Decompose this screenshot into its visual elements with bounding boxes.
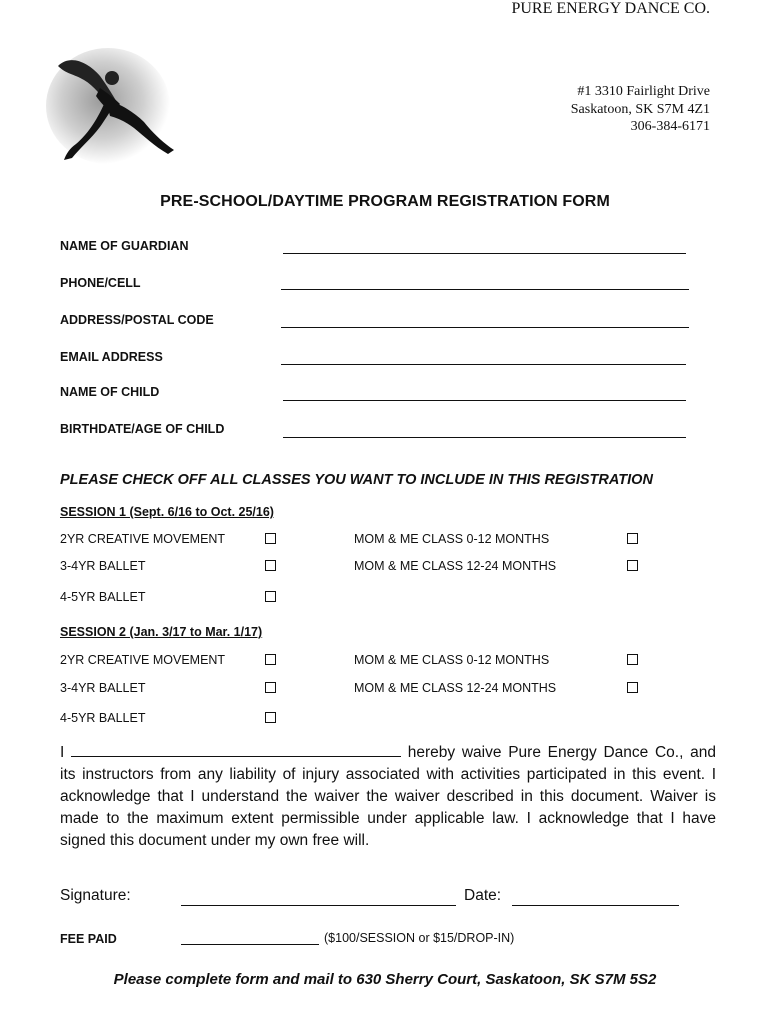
address-label: ADDRESS/POSTAL CODE xyxy=(60,313,214,327)
s2-mom-me-12-24-checkbox[interactable] xyxy=(627,682,638,693)
phone-label: PHONE/CELL xyxy=(60,276,141,290)
session-2-heading: SESSION 2 (Jan. 3/17 to Mar. 1/17) xyxy=(60,625,263,639)
s2-4-5yr-ballet-label: 4-5YR BALLET xyxy=(60,711,146,725)
s2-2yr-creative-checkbox[interactable] xyxy=(265,654,276,665)
s2-4-5yr-ballet-checkbox[interactable] xyxy=(265,712,276,723)
s2-mom-me-12-24-label: MOM & ME CLASS 12-24 MONTHS xyxy=(354,681,557,695)
s2-3-4yr-ballet-checkbox[interactable] xyxy=(265,682,276,693)
email-field[interactable] xyxy=(281,364,686,365)
s1-mom-me-0-12-checkbox[interactable] xyxy=(627,533,638,544)
s1-4-5yr-ballet-label: 4-5YR BALLET xyxy=(60,590,146,604)
s1-mom-me-0-12-label: MOM & ME CLASS 0-12 MONTHS xyxy=(354,532,550,546)
waiver-prefix: I xyxy=(60,744,65,761)
company-address-line1: #1 3310 Fairlight Drive xyxy=(577,84,710,99)
s2-3-4yr-ballet-label: 3-4YR BALLET xyxy=(60,681,146,695)
s1-2yr-creative-checkbox[interactable] xyxy=(265,533,276,544)
address-field[interactable] xyxy=(281,327,689,328)
date-field[interactable] xyxy=(512,905,679,906)
birthdate-field[interactable] xyxy=(283,437,686,438)
company-address-line2: Saskatoon, SK S7M 4Z1 xyxy=(570,102,710,117)
waiver-text: hereby waive Pure Energy Dance Co., and its instructors from any liability of injury associated with activities participated in this event. I acknowledge that I understand the waiver the waiver described in this document. Waiver is made to the maximum extent permissible under applicable law. I acknowledge that I have signed this document under my own free will. xyxy=(60,744,716,849)
phone-field[interactable] xyxy=(281,289,689,290)
s1-2yr-creative-label: 2YR CREATIVE MOVEMENT xyxy=(60,532,226,546)
guardian-name-field[interactable] xyxy=(283,253,686,254)
fee-paid-label: FEE PAID xyxy=(60,932,117,946)
signature-label: Signature: xyxy=(60,887,131,904)
class-instructions: PLEASE CHECK OFF ALL CLASSES YOU WANT TO INCLUDE IN THIS REGISTRATION xyxy=(60,472,653,488)
company-name: PURE ENERGY DANCE CO. xyxy=(511,0,710,17)
s1-mom-me-12-24-checkbox[interactable] xyxy=(627,560,638,571)
session-1-heading: SESSION 1 (Sept. 6/16 to Oct. 25/16) xyxy=(60,505,274,519)
company-phone: 306-384-6171 xyxy=(630,119,710,134)
fee-paid-field[interactable] xyxy=(181,944,319,945)
birthdate-label: BIRTHDATE/AGE OF CHILD xyxy=(60,422,225,436)
s2-2yr-creative-label: 2YR CREATIVE MOVEMENT xyxy=(60,653,226,667)
s2-mom-me-0-12-label: MOM & ME CLASS 0-12 MONTHS xyxy=(354,653,550,667)
form-title: PRE-SCHOOL/DAYTIME PROGRAM REGISTRATION FORM xyxy=(160,193,610,210)
mailing-instructions: Please complete form and mail to 630 Sherry Court, Saskatoon, SK S7M 5S2 xyxy=(113,971,657,988)
date-label: Date: xyxy=(464,887,502,904)
waiver-paragraph xyxy=(60,742,716,852)
s1-mom-me-12-24-label: MOM & ME CLASS 12-24 MONTHS xyxy=(354,559,557,573)
child-name-label: NAME OF CHILD xyxy=(60,385,160,399)
s1-3-4yr-ballet-checkbox[interactable] xyxy=(265,560,276,571)
s1-4-5yr-ballet-checkbox[interactable] xyxy=(265,591,276,602)
guardian-name-label: NAME OF GUARDIAN xyxy=(60,239,189,253)
s1-3-4yr-ballet-label: 3-4YR BALLET xyxy=(60,559,146,573)
s2-mom-me-0-12-checkbox[interactable] xyxy=(627,654,638,665)
child-name-field[interactable] xyxy=(283,400,686,401)
email-label: EMAIL ADDRESS xyxy=(60,350,163,364)
waiver-name-field[interactable] xyxy=(71,742,401,757)
dancer-logo-icon xyxy=(40,44,190,174)
fee-note: ($100/SESSION or $15/DROP-IN) xyxy=(324,931,515,945)
signature-field[interactable] xyxy=(181,905,456,906)
